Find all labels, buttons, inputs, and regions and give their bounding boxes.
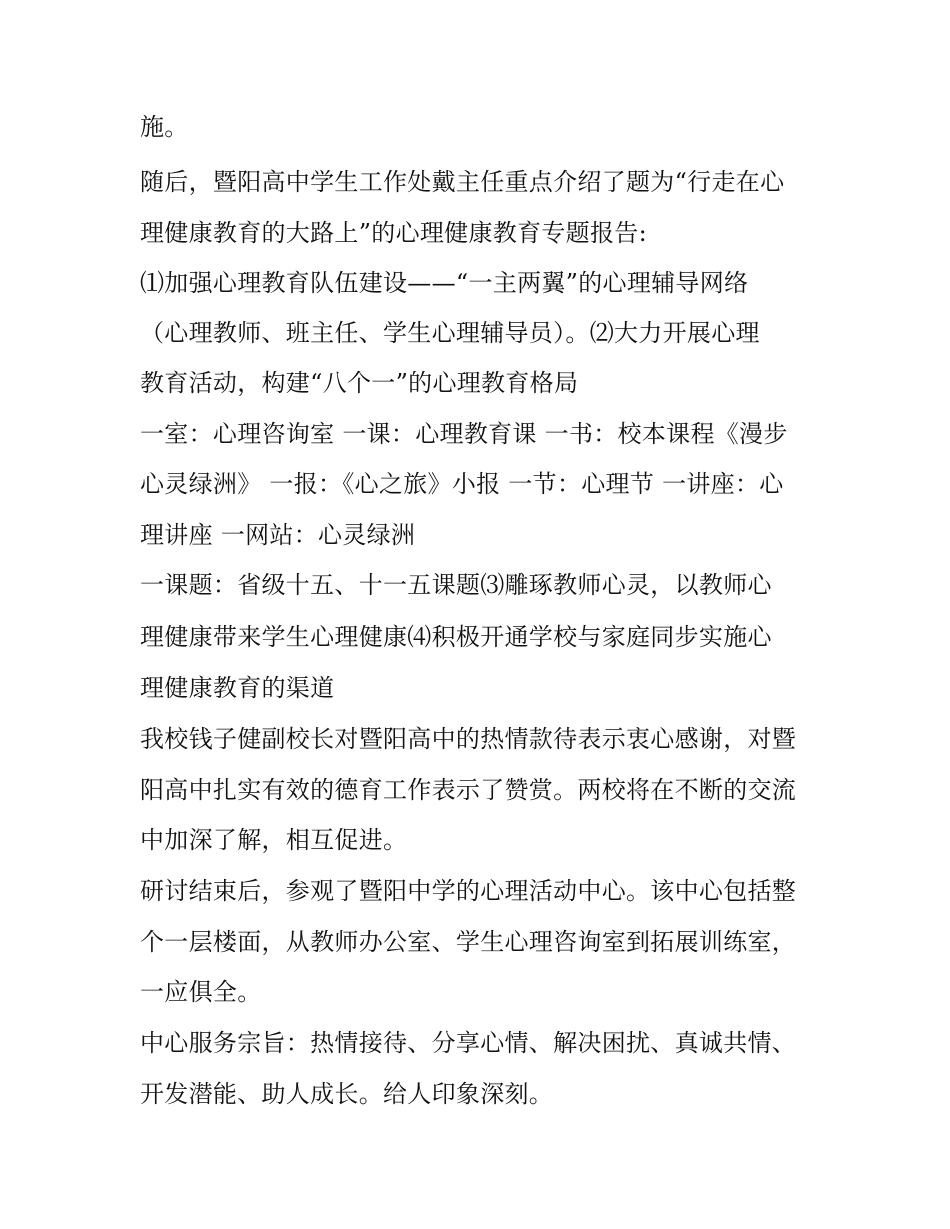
text-line-1: 施。 bbox=[140, 113, 189, 141]
text-line-18: 一应俱全。 bbox=[140, 978, 262, 1006]
text-line-14: 阳高中扎实有效的德育工作表示了赞赏。两校将在不断的交流 bbox=[140, 776, 797, 804]
text-line-19: 中心服务宗旨：热情接待、分享心情、解决困扰、真诚共情、 bbox=[140, 1029, 797, 1057]
text-line-11: 理健康带来学生心理健康⑷积极开通学校与家庭同步实施心 bbox=[140, 623, 772, 651]
text-line-3: 理健康教育的大路上”的心理健康教育专题报告: bbox=[140, 219, 647, 247]
text-line-13: 我校钱子健副校长对暨阳高中的热情款待表示衷心感谢，对暨 bbox=[140, 725, 797, 753]
text-line-20: 开发潜能、助人成长。给人印象深刻。 bbox=[140, 1080, 554, 1108]
text-line-8: 心灵绿洲》 一报：《心之旅》小报 一节：心理节 一讲座：心 bbox=[140, 470, 784, 498]
text-line-6: 教育活动，构建“八个一”的心理教育格局 bbox=[140, 369, 579, 397]
text-line-5: （心理教师、班主任、学生心理辅导员）。⑵大力开展心理 bbox=[140, 319, 760, 347]
text-line-15: 中加深了解，相互促进。 bbox=[140, 826, 408, 854]
text-line-10: 一课题：省级十五、十一五课题⑶雕琢教师心灵，以教师心 bbox=[140, 571, 772, 599]
text-line-16: 研讨结束后，参观了暨阳中学的心理活动中心。该中心包括整 bbox=[140, 877, 797, 905]
text-line-17: 个一层楼面，从教师办公室、学生心理咨询室到拓展训练室， bbox=[140, 928, 797, 956]
text-line-7: 一室：心理咨询室 一课：心理教育课 一书：校本课程《漫步 bbox=[140, 420, 788, 448]
text-line-4: ⑴加强心理教育队伍建设——“一主两翼”的心理辅导网络 bbox=[140, 269, 749, 297]
text-line-2: 随后，暨阳高中学生工作处戴主任重点介绍了题为“行走在心 bbox=[140, 168, 785, 196]
text-line-12: 理健康教育的渠道 bbox=[140, 674, 335, 702]
text-line-9: 理讲座 一网站：心灵绿洲 bbox=[140, 521, 416, 549]
